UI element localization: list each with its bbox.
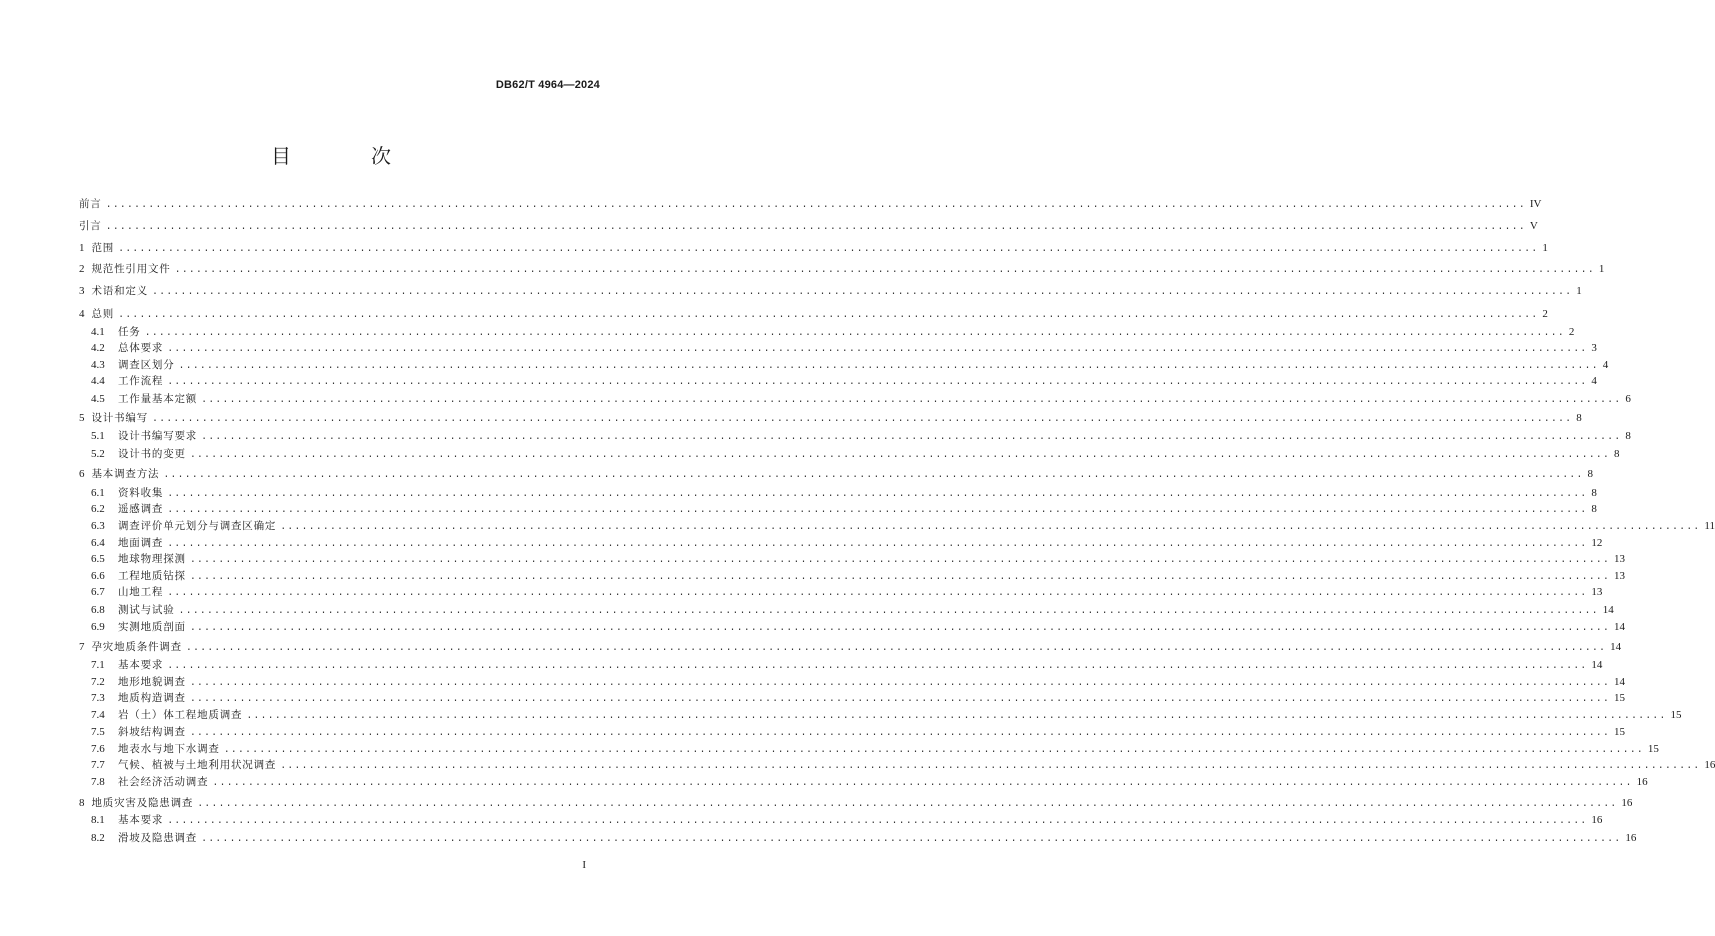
toc-entry-label: 基本调查方法 (91, 468, 160, 480)
toc-entry-label: 实测地质剖面 (118, 621, 186, 633)
toc-entry-page: 8 (1591, 503, 1597, 515)
dot-leader: ........................................................................................................................................................................................................ (189, 555, 1611, 566)
dot-leader: ........................................................................................................................................................................................................ (118, 244, 1539, 255)
toc-subentry[interactable] (91, 674, 1626, 690)
toc-entry-number: 4.5 (91, 393, 105, 405)
toc-entry[interactable] (79, 639, 1622, 655)
toc-entry-page: 14 (1610, 641, 1622, 653)
toc-entry-page: 13 (1614, 570, 1626, 582)
dot-leader: ........................................................................................................................................................................................................ (189, 728, 1611, 739)
toc-entry-label: 地形地貌调查 (118, 676, 186, 688)
toc-entry-label: 遥感调查 (118, 503, 164, 515)
toc-entry-label: 规范性引用文件 (91, 263, 171, 275)
toc-entry-page: 15 (1614, 692, 1626, 704)
toc-entry-label: 工程地质钻探 (118, 570, 186, 582)
toc-entry-number: 3 (79, 285, 85, 297)
toc-subentry[interactable] (91, 568, 1626, 584)
toc-entry-label: 孕灾地质条件调查 (91, 641, 182, 653)
toc-entry-number: 6.4 (91, 537, 105, 549)
toc-entry[interactable] (79, 410, 1582, 426)
toc-entry-number: 1 (79, 242, 85, 254)
toc-entry-number: 6.6 (91, 570, 105, 582)
toc-subentry[interactable] (91, 324, 1575, 340)
toc-entry-page: 16 (1621, 797, 1633, 809)
toc-entry-label: 调查区划分 (118, 359, 175, 371)
toc-entry-page: 16 (1591, 814, 1603, 826)
dot-leader: ........................................................................................................................................................................................................ (167, 816, 1588, 827)
dot-leader: ........................................................................................................................................................................................................ (152, 414, 1573, 425)
dot-leader: ........................................................................................................................................................................................................ (167, 661, 1588, 672)
toc-entry-page: 15 (1647, 743, 1659, 755)
toc-entry-number: 6.2 (91, 503, 105, 515)
toc-subentry[interactable] (91, 707, 1682, 723)
toc-entry-label: 地质灾害及隐患调查 (91, 797, 194, 809)
toc-entry-page: 16 (1625, 832, 1637, 844)
dot-leader: ........................................................................................................................................................................................................ (167, 505, 1588, 516)
toc-entry-label: 任务 (118, 326, 141, 338)
toc-entry-page: 14 (1614, 621, 1626, 633)
toc-entry-number: 7.5 (91, 726, 105, 738)
dot-leader: ........................................................................................................................................................................................................ (174, 265, 1595, 276)
toc-entry-number: 5 (79, 412, 85, 424)
toc-entry[interactable] (79, 261, 1605, 277)
toc-entry-page: 1 (1598, 263, 1605, 275)
toc-entry-label: 工作流程 (118, 375, 164, 387)
toc-entry-number: 8.2 (91, 832, 105, 844)
dot-leader: ........................................................................................................................................................................................................ (163, 470, 1584, 481)
dot-leader: ........................................................................................................................................................................................................ (280, 522, 1701, 533)
dot-leader: ........................................................................................................................................................................................................ (201, 432, 1622, 443)
toc-subentry[interactable] (91, 741, 1659, 757)
toc-entry-label: 地面调查 (118, 537, 164, 549)
toc-entry-number: 7 (79, 641, 85, 653)
dot-leader: ........................................................................................................................................................................................................ (223, 745, 1644, 756)
toc-entry-number: 6.9 (91, 621, 105, 633)
toc-subentry[interactable] (91, 428, 1631, 444)
toc-entry-page: IV (1529, 198, 1542, 210)
dot-leader: ........................................................................................................................................................................................................ (189, 678, 1611, 689)
standard-number: DB62/T 4964—2024 (495, 79, 600, 91)
dot-leader: ........................................................................................................................................................................................................ (178, 361, 1599, 372)
toc-subentry[interactable] (91, 391, 1631, 407)
dot-leader: ........................................................................................................................................................................................................ (167, 489, 1588, 500)
toc-entry-page: 12 (1591, 537, 1603, 549)
toc-entry-page: 8 (1614, 448, 1620, 460)
toc-entry-label: 设计书编写 (91, 412, 148, 424)
toc-entry-label: 术语和定义 (91, 285, 148, 297)
toc-entry-page: 13 (1614, 553, 1626, 565)
toc-entry-page: 2 (1568, 326, 1575, 338)
toc-entry-number: 6.1 (91, 487, 105, 499)
toc-subentry[interactable] (91, 518, 1715, 534)
toc-subentry[interactable] (91, 373, 1597, 389)
toc-entry-label: 测试与试验 (118, 604, 175, 616)
toc-entry-page: 15 (1670, 709, 1682, 721)
toc-subentry[interactable] (91, 774, 1648, 790)
toc-entry-page: 14 (1591, 659, 1603, 671)
toc-entry-label: 范围 (91, 242, 115, 254)
dot-leader: ........................................................................................................................................................................................................ (201, 395, 1622, 406)
dot-leader: ........................................................................................................................................................................................................ (178, 606, 1599, 617)
toc-entry-page: 13 (1591, 586, 1603, 598)
toc-entry-label: 基本要求 (118, 659, 164, 671)
toc-entry[interactable] (79, 795, 1633, 811)
toc-subentry[interactable] (91, 501, 1597, 517)
dot-leader: ........................................................................................................................................................................................................ (246, 711, 1667, 722)
toc-entry-number: 4 (79, 308, 85, 320)
toc-entry-number: 6.7 (91, 586, 105, 598)
toc-entry-number: 7.8 (91, 776, 105, 788)
toc-entry-page: 1 (1576, 285, 1582, 297)
toc-subentry[interactable] (91, 690, 1626, 706)
toc-entry-number: 7.2 (91, 676, 105, 688)
toc-entry-page: 2 (1542, 308, 1548, 320)
toc-entry-page: 8 (1587, 468, 1594, 480)
toc-entry-number: 7.4 (91, 709, 105, 721)
toc-entry-number: 7.6 (91, 743, 105, 755)
toc-entry-label: 引言 (79, 220, 102, 232)
toc-entry[interactable] (79, 283, 1582, 299)
toc-entry-label: 调查评价单元划分与调查区确定 (118, 520, 277, 532)
toc-entry[interactable] (79, 240, 1548, 256)
toc-entry-label: 前言 (79, 198, 102, 210)
toc-entry-label: 气候、植被与土地利用状况调查 (118, 759, 277, 771)
toc-entry-page: 14 (1614, 676, 1626, 688)
toc-entry-page: 3 (1591, 342, 1597, 354)
toc-subentry[interactable] (91, 446, 1620, 462)
toc-entry-number: 7.1 (91, 659, 105, 671)
toc-entry-page: 11 (1704, 520, 1715, 532)
toc-entry-page: 6 (1625, 393, 1631, 405)
toc-entry-label: 工作量基本定额 (118, 393, 198, 405)
toc-entry[interactable] (79, 218, 1538, 234)
dot-leader: ........................................................................................................................................................................................................ (212, 778, 1633, 789)
dot-leader: ........................................................................................................................................................................................................ (167, 377, 1588, 388)
toc-entry-label: 滑坡及隐患调查 (118, 832, 198, 844)
toc-entry-page: 4 (1602, 359, 1609, 371)
toc-subentry[interactable] (91, 619, 1626, 635)
toc-entry-number: 4.1 (91, 326, 105, 338)
toc-entry-page: 8 (1591, 487, 1597, 499)
toc-subentry[interactable] (91, 830, 1637, 846)
toc-entry-label: 地表水与地下水调查 (118, 743, 220, 755)
footer-page-number: I (582, 859, 586, 871)
toc-entry-label: 山地工程 (118, 586, 164, 598)
toc-subentry[interactable] (91, 357, 1609, 373)
toc-entry-page: 4 (1591, 375, 1597, 387)
dot-leader: ........................................................................................................................................................................................................ (105, 222, 1526, 233)
dot-leader: ........................................................................................................................................................................................................ (167, 344, 1588, 355)
toc-subentry[interactable] (91, 485, 1597, 501)
toc-subentry[interactable] (91, 602, 1614, 618)
toc-subentry[interactable] (91, 584, 1603, 600)
toc-entry-number: 6 (79, 468, 85, 480)
toc-entry-page: 8 (1576, 412, 1582, 424)
toc-entry-number: 8.1 (91, 814, 105, 826)
dot-leader: ........................................................................................................................................................................................................ (189, 450, 1611, 461)
toc-entry-number: 4.4 (91, 375, 105, 387)
toc-subentry[interactable] (91, 657, 1603, 673)
dot-leader: ........................................................................................................................................................................................................ (189, 694, 1611, 705)
toc-entry-number: 4.3 (91, 359, 105, 371)
toc-entry-number: 6.5 (91, 553, 105, 565)
toc-subentry[interactable] (91, 535, 1603, 551)
toc-entry-page: 8 (1625, 430, 1631, 442)
toc-subentry[interactable] (91, 340, 1597, 356)
toc-entry-page: V (1529, 220, 1538, 232)
toc-title: 目 次 (271, 144, 421, 168)
toc-entry-number: 6.8 (91, 604, 105, 616)
toc-entry-label: 总则 (91, 308, 115, 320)
toc-entry-label: 资料收集 (118, 487, 164, 499)
toc-entry-number: 4.2 (91, 342, 105, 354)
toc-entry-page: 15 (1614, 726, 1626, 738)
toc-entry-number: 6.3 (91, 520, 105, 532)
toc-entry-label: 地球物理探测 (118, 553, 186, 565)
toc-entry-number: 7.3 (91, 692, 105, 704)
toc-entry-label: 地质构造调查 (118, 692, 186, 704)
toc-entry-number: 5.1 (91, 430, 105, 442)
toc-entry-label: 社会经济活动调查 (118, 776, 209, 788)
dot-leader: ........................................................................................................................................................................................................ (167, 539, 1588, 550)
toc-subentry[interactable] (91, 757, 1715, 773)
dot-leader: ........................................................................................................................................................................................................ (280, 761, 1701, 772)
toc-entry-label: 斜坡结构调查 (118, 726, 186, 738)
dot-leader: ........................................................................................................................................................................................................ (189, 623, 1611, 634)
toc-entry-label: 总体要求 (118, 342, 164, 354)
toc-entry-label: 岩（土）体工程地质调查 (118, 709, 243, 721)
dot-leader: ........................................................................................................................................................................................................ (118, 310, 1539, 321)
toc-entry-number: 8 (79, 797, 85, 809)
toc-entry-page: 1 (1542, 242, 1548, 254)
toc-entry-number: 5.2 (91, 448, 105, 460)
toc-entry-page: 14 (1602, 604, 1614, 616)
toc-subentry[interactable] (91, 551, 1626, 567)
toc-entry-number: 2 (79, 263, 85, 275)
dot-leader: ........................................................................................................................................................................................................ (152, 287, 1573, 298)
toc-entry-label: 设计书编写要求 (118, 430, 198, 442)
toc-subentry[interactable] (91, 724, 1626, 740)
dot-leader: ........................................................................................................................................................................................................ (201, 834, 1622, 845)
toc-entry-label: 基本要求 (118, 814, 164, 826)
toc-entry-number: 7.7 (91, 759, 105, 771)
toc-entry-label: 设计书的变更 (118, 448, 186, 460)
toc-entry[interactable] (79, 466, 1594, 482)
toc-subentry[interactable] (91, 812, 1603, 828)
toc-entry-page: 16 (1704, 759, 1715, 771)
dot-leader: ........................................................................................................................................................................................................ (197, 799, 1618, 810)
toc-entry[interactable] (79, 196, 1542, 212)
toc-entry-page: 16 (1636, 776, 1648, 788)
dot-leader: ........................................................................................................................................................................................................ (185, 643, 1607, 654)
dot-leader: ........................................................................................................................................................................................................ (144, 328, 1565, 339)
dot-leader: ........................................................................................................................................................................................................ (167, 588, 1588, 599)
toc-entry[interactable] (79, 306, 1548, 322)
dot-leader: ........................................................................................................................................................................................................ (189, 572, 1611, 583)
dot-leader: ........................................................................................................................................................................................................ (105, 200, 1526, 211)
